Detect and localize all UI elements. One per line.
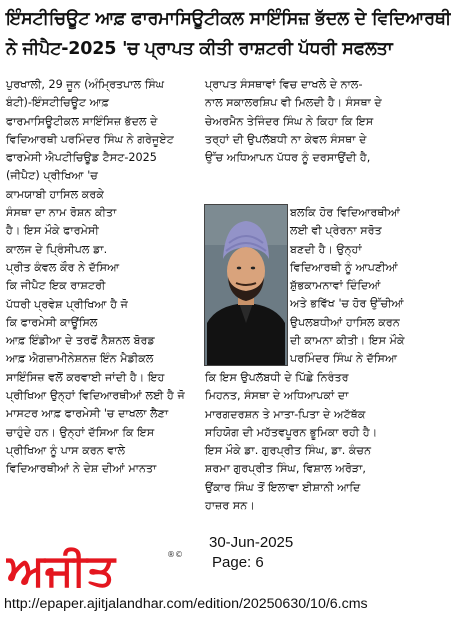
text-line: ਪ੍ਰੀਖਿਆ ਨੂੰ ਪਾਸ ਕਰਨ ਵਾਲੇ: [6, 443, 126, 457]
text-line: ਲਈ ਵੀ ਪ੍ਰੇਰਨਾ ਸਰੋਤ: [290, 224, 382, 238]
text-line: ਨਾਲ ਸਕਾਲਰਸ਼ਿਪ ਵੀ ਮਿਲਦੀ ਹੈ। ਸੰਸਥਾ ਦੇ: [205, 96, 382, 110]
text-line: ਹਾਜ਼ਰ ਸਨ।: [205, 499, 255, 513]
text-line: ਵਿਦਿਆਰਥੀ ਨੂੰ ਆਪਣੀਆਂ: [290, 260, 398, 274]
text-line: ਵਿਦਿਆਰਥੀਆਂ ਨੇ ਦੇਸ਼ ਦੀਆਂ ਮਾਨਤਾ: [6, 462, 157, 476]
text-line: ਸ਼ੁੱਭਕਾਮਨਾਵਾਂ ਦਿੰਦਿਆਂ: [290, 279, 381, 293]
text-line: ਆਫ਼ ਐਗਜ਼ਾਮੀਨੇਸ਼ਨਜ਼ ਇੰਨ ਮੈਡੀਕਲ: [6, 352, 154, 366]
text-line: ਪ੍ਰਾਪਤ ਸੰਸਥਾਵਾਂ ਵਿਚ ਦਾਖਲੇ ਦੇ ਨਾਲ-: [205, 78, 363, 91]
page-number: Page: 6: [212, 554, 264, 571]
text-line: ਕਿ ਫਾਰਮੇਸੀ ਕਾਊਂਸਿਲ: [6, 315, 98, 329]
portrait-illustration: [205, 205, 287, 365]
text-line: ਫਾਰਮਾਸਿਊਟੀਕਲ ਸਾਇੰਸਿਜ਼ ਭੱਦਲ ਦੇ: [6, 114, 158, 128]
text-line: ਪਰਮਿੰਦਰ ਸਿੰਘ ਨੇ ਦੱਸਿਆ: [290, 352, 398, 366]
logo-registered-mark: ®©: [167, 550, 183, 559]
text-line: ਬਲਕਿ ਹੋਰ ਵਿਦਿਆਰਥੀਆਂ: [290, 206, 401, 219]
text-line: ਇਸ ਮੌਕੇ ਡਾ. ਗੁਰਪ੍ਰੀਤ ਸਿੰਘ, ਡਾ. ਕੰਚਨ: [205, 444, 372, 458]
text-line: ਦੀ ਕਾਮਨਾ ਕੀਤੀ। ਇਸ ਮੌਕੇ: [290, 334, 405, 348]
article-right-column-top: [205, 76, 401, 167]
text-line: ਅਤੇ ਭਵਿੱਖ 'ਚ ਹੋਰ ਉੱਚੀਆਂ: [290, 297, 404, 311]
text-line: ਮਾਸਟਰ ਆਫ਼ ਫਾਰਮੇਸੀ 'ਚ ਦਾਖਲਾ ਲੈਣਾ: [6, 407, 169, 421]
text-line: ਤਰ੍ਹਾਂ ਦੀ ਉਪਲੱਬਧੀ ਨਾ ਕੇਵਲ ਸੰਸਥਾ ਦੇ: [205, 132, 367, 146]
logo-wordmark: ਅਜੀਤ: [7, 545, 115, 596]
text-line: ਕਿ ਇਸ ਉਪਲੱਬਧੀ ਦੇ ਪਿੱਛੇ ਨਿਰੰਤਰ: [205, 371, 349, 384]
text-line: ਬਣਦੀ ਹੈ। ਉਨ੍ਹਾਂ: [290, 242, 362, 256]
text-line: ਪੁਰਖਾਲੀ, 29 ਜੂਨ (ਅੰਮ੍ਰਿਤਪਾਲ ਸਿੰਘ: [6, 78, 165, 91]
text-line: ਸਾਇੰਸਿਜ਼ ਵਲੋਂ ਕਰਵਾਈ ਜਾਂਦੀ ਹੈ। ਇਹ: [6, 370, 165, 384]
article-right-column-mid: [290, 204, 405, 369]
student-portrait-photo: [204, 204, 288, 366]
text-line: ਸੰਸਥਾ ਦਾ ਨਾਮ ਰੋਸ਼ਨ ਕੀਤਾ: [6, 206, 117, 220]
headline: [6, 4, 451, 64]
text-line: ਕਿ ਜੀਪੈਟ ਇਕ ਰਾਸ਼ਟਰੀ: [6, 279, 106, 293]
text-line: ਵਿਦਿਆਰਥੀ ਪਰਮਿੰਦਰ ਸਿੰਘ ਨੇ ਗਰੇਜੂਏਟ: [6, 132, 174, 146]
text-line: ਮਿਹਨਤ, ਸੰਸਥਾ ਦੇ ਅਧਿਆਪਕਾਂ ਦਾ: [205, 389, 349, 403]
text-line: ਸ਼ਰਮਾ ਗੁਰਪ੍ਰੀਤ ਸਿੰਘ, ਵਿਸ਼ਾਲ ਅਰੋੜਾ,: [205, 462, 366, 476]
text-line: ਫਾਰਮੇਸੀ ਐਪਟੀਚਿਊਡ ਟੈਸਟ-2025: [6, 151, 157, 165]
edition-date: 30-Jun-2025: [209, 534, 294, 551]
text-line: ਉੱਚ ਅਧਿਆਪਨ ਪੱਧਰ ਨੂੰ ਦਰਸਾਉਂਦੀ ਹੈ,: [205, 151, 371, 165]
text-line: (ਜੀਪੈਟ) ਪ੍ਰੀਖਿਆ 'ਚ: [6, 169, 98, 183]
article-left-column: [6, 76, 199, 479]
text-line: ਪ੍ਰੀਤ ਕੰਵਲ ਕੌਰ ਨੇ ਦੱਸਿਆ: [6, 260, 120, 274]
text-line: ਉਂਕਾਰ ਸਿੰਘ ਤੋਂ ਇਲਾਵਾ ਈਸ਼ਾਨੀ ਆਦਿ: [205, 480, 361, 494]
article-right-column-bottom: [205, 369, 401, 515]
headline-line-2: ਨੇ ਜੀਪੈਟ-2025 'ਚ ਪ੍ਰਾਪਤ ਕੀਤੀ ਰਾਸ਼ਟਰੀ ਪੱਧਰੀ ਸਫਲਤਾ: [6, 39, 393, 59]
text-line: ਕਾਲਜ ਦੇ ਪ੍ਰਿੰਸੀਪਲ ਡਾ.: [6, 242, 108, 256]
text-line: ਚਾਹੁੰਦੇ ਹਨ। ਉਨ੍ਹਾਂ ਦੱਸਿਆ ਕਿ ਇਸ: [6, 425, 155, 439]
text-line: ਆਫ਼ ਇੰਡੀਆ ਦੇ ਤਰਫੋਂ ਨੈਸ਼ਨਲ ਬੋਰਡ: [6, 334, 155, 348]
text-line: ਪ੍ਰੀਖਿਆ ਉਨ੍ਹਾਂ ਵਿਦਿਆਰਥੀਆਂ ਲਈ ਹੈ ਜੋ: [6, 389, 185, 403]
ajit-logo: [5, 545, 183, 596]
text-line: ਬੰਟੀ)-ਇੰਸਟੀਚਿਊਟ ਆਫ਼: [6, 96, 110, 110]
text-line: ਉਪਲਬਧੀਆਂ ਹਾਸਿਲ ਕਰਨ: [290, 315, 400, 329]
text-line: ਚੇਅਰਮੈਨ ਤੇਜਿੰਦਰ ਸਿੰਘ ਨੇ ਕਿਹਾ ਕਿ ਇਸ: [205, 114, 374, 128]
text-line: ਸਹਿਯੋਗ ਦੀ ਮਹੱਤਵਪੂਰਨ ਭੂਮਿਕਾ ਰਹੀ ਹੈ।: [205, 425, 378, 439]
headline-line-1: ਇੰਸਟੀਚਿਊਟ ਆਫ਼ ਫਾਰਮਾਸਿਊਟੀਕਲ ਸਾਇੰਸਿਜ਼ ਭੱਦਲ ਦੇ ਵਿਦਿਆਰਥੀ: [6, 9, 451, 29]
text-line: ਹੈ। ਇਸ ਮੌਕੇ ਫਾਰਮੇਸੀ: [6, 224, 99, 238]
source-url: http://epaper.ajitjalandhar.com/edition/20250630/10/6.cms: [4, 596, 368, 612]
text-line: ਪੱਧਰੀ ਪ੍ਰਵੇਸ਼ ਪ੍ਰੀਖਿਆ ਹੈ ਜੋ: [6, 297, 128, 311]
text-line: ਮਾਰਗਦਰਸ਼ਨ ਤੇ ਮਾਤਾ-ਪਿਤਾ ਦੇ ਅਟੱਥੱਕ: [205, 407, 366, 421]
text-line: ਕਾਮਯਾਬੀ ਹਾਸਿਲ ਕਰਕੇ: [6, 187, 104, 201]
